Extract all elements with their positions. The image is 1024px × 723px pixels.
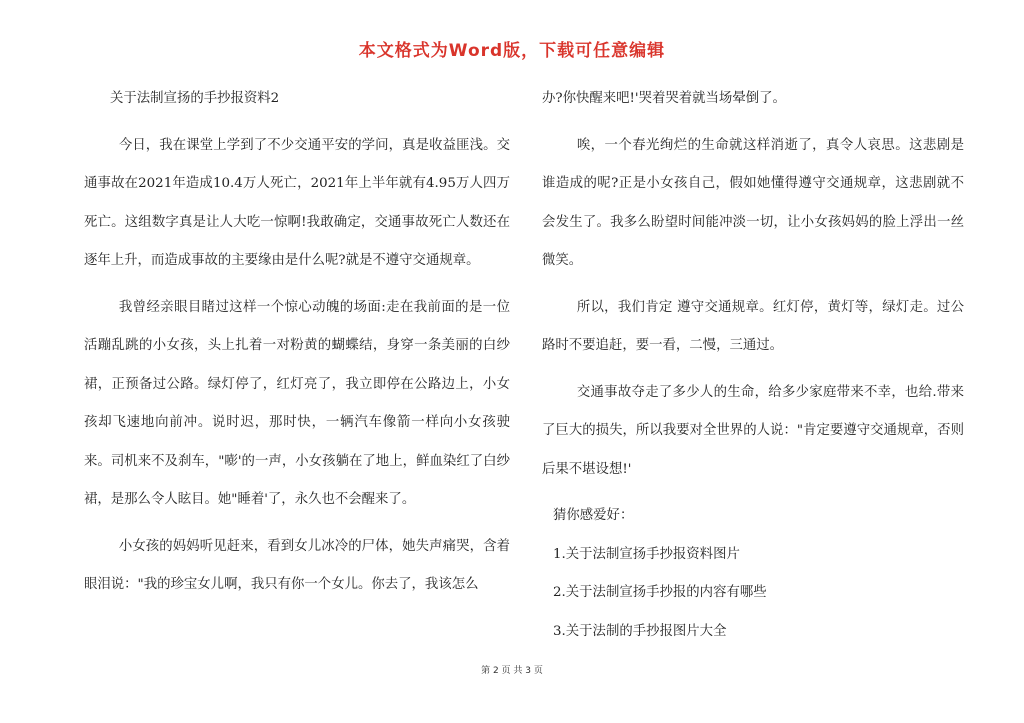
left-column	[84, 80, 510, 605]
article-heading: 关于法制宣扬的手抄报资料2	[110, 91, 280, 106]
paragraph: 所以，我们肯定 遵守交通规章。红灯停，黄灯等，绿灯走。过公路时不要追赶，要一看，二慢，三通过。	[542, 299, 964, 353]
related-link[interactable]: 1.关于法制宣扬手抄报资料图片	[553, 546, 740, 562]
paragraph: 今日，我在课堂上学到了不少交通平安的学问，真是收益匪浅。交通事故在2021年造成10.4万人死亡，2021年上半年就有4.95万人四万死亡。这组数字真是让人大吃一惊啊!我敢确定，交通事故死亡人数还在逐年上升，而造成事故的主要缘由是什么呢?就是不遵守交通规章。	[84, 137, 510, 268]
right-column	[542, 80, 964, 651]
related-heading: 猜你感爱好：	[553, 508, 634, 523]
related-link[interactable]: 3.关于法制的手抄报图片大全	[553, 623, 727, 639]
page-number: 第 2 页 共 3 页	[481, 666, 543, 676]
paragraph: 唉，一个春光绚烂的生命就这样消逝了，真令人哀思。这悲剧是谁造成的呢?正是小女孩自己，假如她懂得遵守交通规章，这悲剧就不会发生了。我多么盼望时间能冲淡一切，让小女孩妈妈的脸上浮出一丝微笑。	[542, 137, 964, 268]
paragraph: 办?你快醒来吧!'哭着哭着就当场晕倒了。	[542, 91, 786, 106]
download-banner: 本文格式为Word版，下载可任意编辑	[358, 41, 666, 61]
paragraph: 小女孩的妈妈听见赶来，看到女儿冰冷的尸体，她失声痛哭，含着眼泪说："我的珍宝女儿啊，我只有你一个女儿。你去了，我该怎么	[84, 538, 510, 592]
paragraph: 我曾经亲眼目睹过这样一个惊心动魄的场面:走在我前面的是一位活蹦乱跳的小女孩，头上扎着一对粉黄的蝴蝶结，身穿一条美丽的白纱裙，正预备过公路。绿灯停了，红灯亮了，我立即停在公路边上，小女孩却飞速地向前冲。说时迟，那时快，一辆汽车像箭一样向小女孩驶来。司机来不及刹车，"嘭'的一声，小女孩躺在了地上，鲜血染红了白纱裙，是那么令人眩目。她"睡着'了，永久也不会醒来了。	[84, 299, 510, 507]
paragraph: 交通事故夺走了多少人的生命，给多少家庭带来不幸，也给.带来了巨大的损失，所以我要对全世界的人说："肯定要遵守交通规章，否则后果不堪设想!'	[542, 384, 964, 477]
related-link[interactable]: 2.关于法制宣扬手抄报的内容有哪些	[553, 585, 767, 600]
